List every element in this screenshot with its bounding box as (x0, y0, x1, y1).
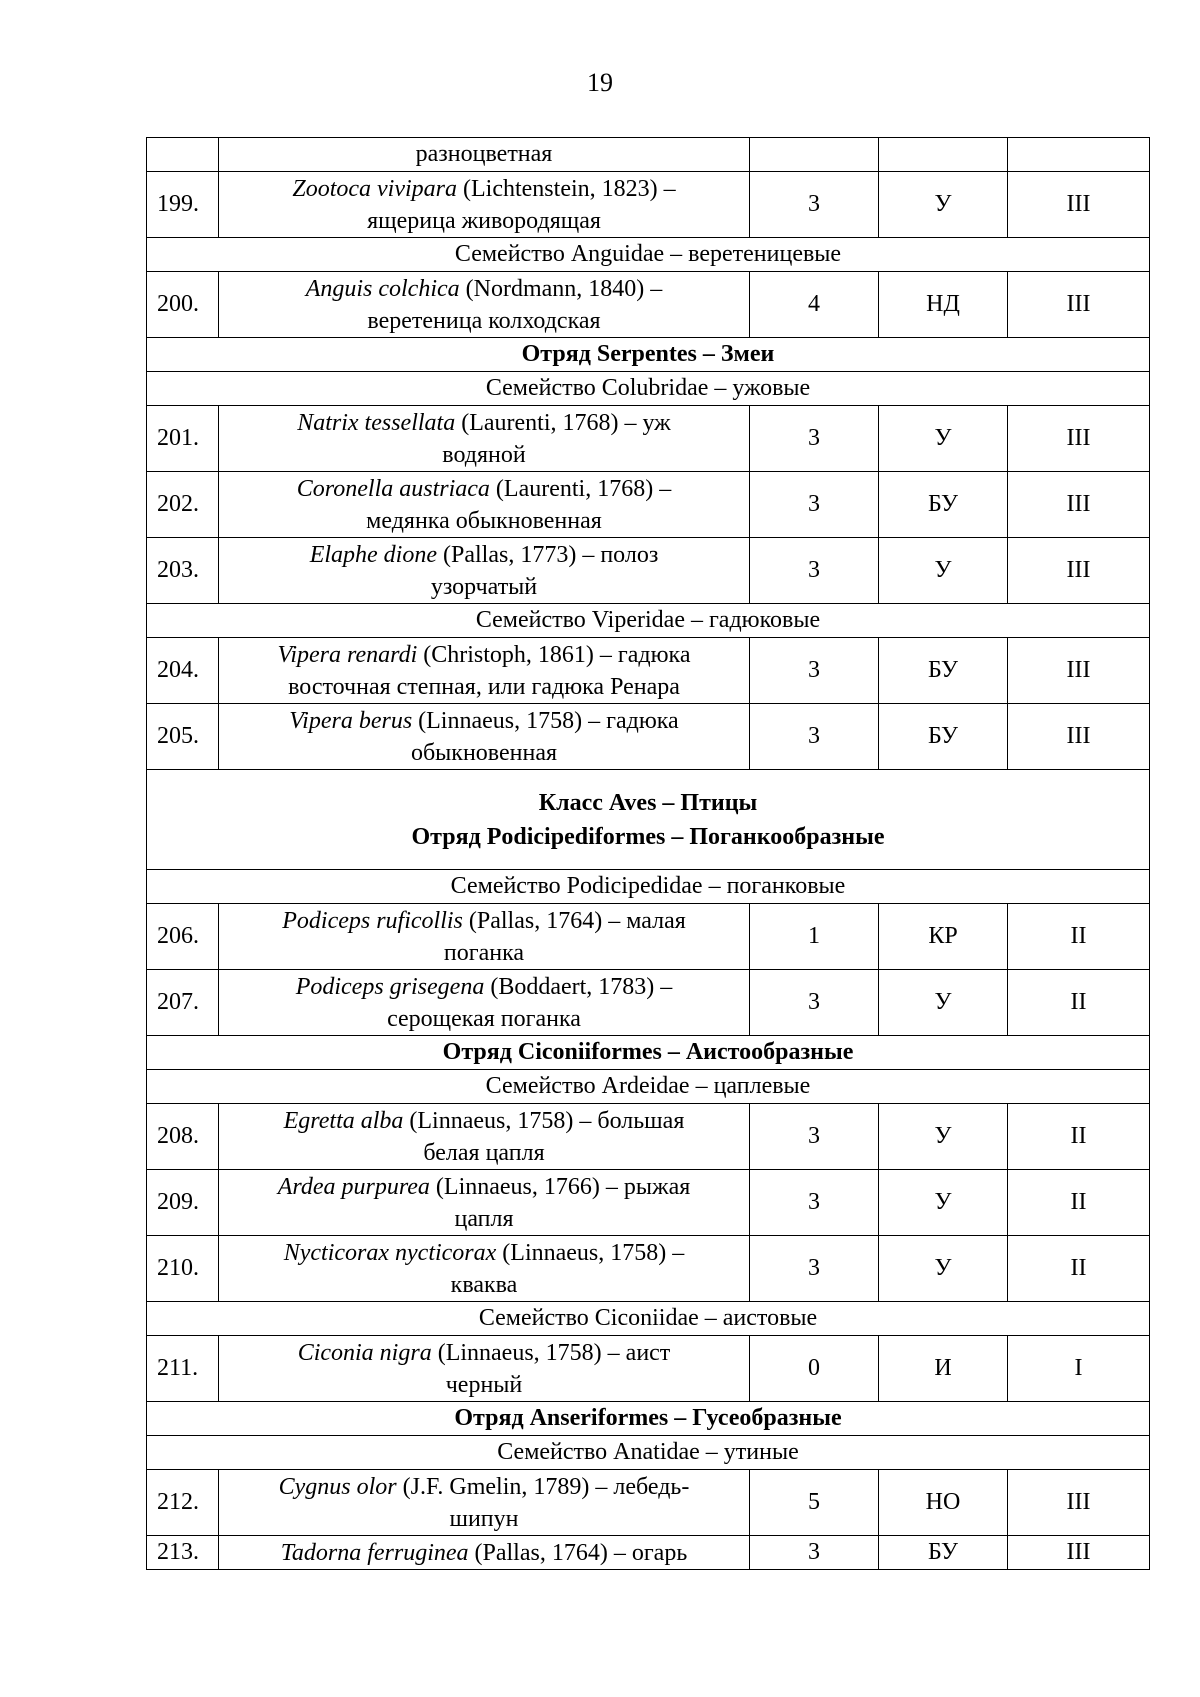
class-heading (147, 770, 1150, 870)
priority-cell: III (1008, 704, 1150, 770)
priority-cell: II (1008, 970, 1150, 1036)
status-cell: НД (879, 272, 1008, 338)
family-row (147, 1302, 1150, 1336)
number-cell: 205. (147, 704, 219, 770)
order-heading: Отряд Anseriformes – Гусеобразные (147, 1402, 1150, 1436)
category-cell: 0 (750, 1336, 879, 1402)
latin-name: Tadorna ferruginea (280, 1539, 469, 1566)
status-cell: И (879, 1336, 1008, 1402)
number-cell: 203. (147, 538, 219, 604)
number-cell: 213. (147, 1536, 219, 1570)
latin-name: Cygnus olor (278, 1473, 397, 1500)
species-name-cell (219, 704, 750, 770)
number-cell (147, 138, 219, 172)
author-text: (Pallas, 1773) – полоз (437, 541, 659, 568)
common-name: поганка (443, 939, 525, 966)
table-row (147, 638, 1150, 704)
order-title: Отряд Podicipediformes – Поганкообразные (411, 823, 885, 850)
family-row (147, 238, 1150, 272)
author-text: (Nordmann, 1840) – (459, 275, 663, 302)
family-row (147, 1436, 1150, 1470)
number-cell: 200. (147, 272, 219, 338)
category-cell: 4 (750, 272, 879, 338)
table-row (147, 970, 1150, 1036)
table-row (147, 1470, 1150, 1536)
latin-name: Elaphe dione (309, 541, 437, 568)
status-cell: У (879, 1170, 1008, 1236)
species-name-cell (219, 1170, 750, 1236)
species-name-cell (219, 1336, 750, 1402)
species-name-cell (219, 1536, 750, 1570)
family-heading: Семейство Ciconiidae – аистовые (147, 1302, 1150, 1336)
family-heading: Семейство Anguidae – веретеницевые (147, 238, 1150, 272)
common-name: серощекая поганка (387, 1005, 581, 1032)
status-cell: У (879, 1104, 1008, 1170)
class-row (147, 770, 1150, 870)
author-text: (Lichtenstein, 1823) – (457, 175, 676, 202)
priority-cell: III (1008, 1536, 1150, 1570)
number-cell: 210. (147, 1236, 219, 1302)
category-cell: 3 (750, 970, 879, 1036)
common-name: цапля (454, 1205, 514, 1232)
common-name: ящерица живородящая (367, 207, 601, 234)
category-cell: 3 (750, 538, 879, 604)
family-row (147, 1070, 1150, 1104)
category-cell: 3 (750, 1536, 879, 1570)
table-row (147, 904, 1150, 970)
priority-cell: III (1008, 472, 1150, 538)
species-name-cell (219, 272, 750, 338)
species-name-cell: разноцветная (219, 138, 750, 172)
category-cell: 3 (750, 472, 879, 538)
priority-cell: III (1008, 406, 1150, 472)
latin-name: Nycticorax nycticorax (283, 1239, 497, 1266)
author-text: (Laurenti, 1768) – уж (455, 409, 671, 436)
common-name: восточная степная, или гадюка Ренара (288, 673, 680, 700)
status-cell: НО (879, 1470, 1008, 1536)
species-name-cell (219, 172, 750, 238)
category-cell: 3 (750, 406, 879, 472)
priority-cell: II (1008, 904, 1150, 970)
family-row (147, 372, 1150, 406)
status-cell: БУ (879, 704, 1008, 770)
author-text: (Linnaeus, 1766) – рыжая (429, 1173, 691, 1200)
number-cell: 209. (147, 1170, 219, 1236)
order-row (147, 1036, 1150, 1070)
status-cell: У (879, 1236, 1008, 1302)
latin-name: Natrix tessellata (297, 409, 456, 436)
latin-name: Egretta alba (283, 1107, 404, 1134)
category-cell: 3 (750, 172, 879, 238)
common-name: белая цапля (423, 1139, 545, 1166)
order-row (147, 1402, 1150, 1436)
latin-name: Anguis colchica (305, 275, 460, 302)
category-cell: 3 (750, 1104, 879, 1170)
latin-name: Podiceps grisegena (295, 973, 485, 1000)
common-name: водяной (442, 441, 526, 468)
priority-cell: II (1008, 1104, 1150, 1170)
number-cell: 201. (147, 406, 219, 472)
common-name: узорчатый (430, 573, 538, 600)
table-row (147, 1536, 1150, 1570)
number-cell: 207. (147, 970, 219, 1036)
common-name: медянка обыкновенная (366, 507, 602, 534)
author-text: (Pallas, 1764) – малая (462, 907, 686, 934)
number-cell: 211. (147, 1336, 219, 1402)
family-heading: Семейство Podicipedidae – поганковые (147, 870, 1150, 904)
latin-name: Ciconia nigra (297, 1339, 432, 1366)
common-name: обыкновенная (410, 739, 558, 766)
status-cell: У (879, 172, 1008, 238)
common-name: черный (445, 1371, 523, 1398)
status-cell: БУ (879, 1536, 1008, 1570)
status-cell: БУ (879, 638, 1008, 704)
author-text: (Pallas, 1764) – огарь (468, 1539, 688, 1566)
order-row (147, 338, 1150, 372)
family-row (147, 870, 1150, 904)
priority-cell (1008, 138, 1150, 172)
priority-cell: III (1008, 1470, 1150, 1536)
category-cell: 3 (750, 1236, 879, 1302)
species-table (146, 137, 1150, 1570)
table-row (147, 406, 1150, 472)
latin-name: Podiceps ruficollis (282, 907, 463, 934)
status-cell: БУ (879, 472, 1008, 538)
category-cell: 3 (750, 1170, 879, 1236)
common-name: шипун (449, 1505, 519, 1532)
common-name: веретеница колходская (367, 307, 601, 334)
priority-cell: III (1008, 638, 1150, 704)
author-text: (Laurenti, 1768) – (489, 475, 672, 502)
species-name-cell (219, 472, 750, 538)
family-heading: Семейство Ardeidae – цаплевые (147, 1070, 1150, 1104)
priority-cell: II (1008, 1236, 1150, 1302)
order-heading: Отряд Ciconiiformes – Аистообразные (147, 1036, 1150, 1070)
order-heading: Отряд Serpentes – Змеи (147, 338, 1150, 372)
priority-cell: III (1008, 538, 1150, 604)
status-cell: КР (879, 904, 1008, 970)
latin-name: Coronella austriaca (296, 475, 490, 502)
table-row (147, 538, 1150, 604)
author-text: (Christoph, 1861) – гадюка (417, 641, 691, 668)
author-text: (Boddaert, 1783) – (484, 973, 673, 1000)
species-name-cell (219, 970, 750, 1036)
author-text: (Linnaeus, 1758) – аист (431, 1339, 671, 1366)
status-cell: У (879, 538, 1008, 604)
number-cell: 208. (147, 1104, 219, 1170)
number-cell: 206. (147, 904, 219, 970)
status-cell: У (879, 406, 1008, 472)
family-heading: Семейство Colubridae – ужовые (147, 372, 1150, 406)
species-name-cell (219, 1104, 750, 1170)
category-cell: 3 (750, 704, 879, 770)
family-row (147, 604, 1150, 638)
species-name-cell (219, 1236, 750, 1302)
author-text: (Linnaeus, 1758) – (496, 1239, 685, 1266)
priority-cell: III (1008, 172, 1150, 238)
table-row (147, 1236, 1150, 1302)
latin-name: Zootoca vivipara (292, 175, 458, 202)
category-cell: 1 (750, 904, 879, 970)
class-title: Класс Aves – Птицы (538, 789, 758, 816)
species-name-cell (219, 1470, 750, 1536)
species-name-cell (219, 406, 750, 472)
species-name-cell (219, 538, 750, 604)
table-row (147, 472, 1150, 538)
author-text: (J.F. Gmelin, 1789) – лебедь- (396, 1473, 690, 1500)
number-cell: 204. (147, 638, 219, 704)
table-row (147, 172, 1150, 238)
species-name-cell (219, 638, 750, 704)
latin-name: Vipera berus (289, 707, 413, 734)
family-heading: Семейство Anatidae – утиные (147, 1436, 1150, 1470)
priority-cell: II (1008, 1170, 1150, 1236)
page-number: 19 (587, 68, 613, 97)
category-cell (750, 138, 879, 172)
species-name-cell (219, 904, 750, 970)
number-cell: 202. (147, 472, 219, 538)
latin-name: Ardea purpurea (277, 1173, 430, 1200)
status-cell (879, 138, 1008, 172)
table-row (147, 704, 1150, 770)
category-cell: 5 (750, 1470, 879, 1536)
latin-name: Vipera renardi (277, 641, 418, 668)
author-text: (Linnaeus, 1758) – гадюка (412, 707, 679, 734)
table-row (147, 138, 1150, 172)
author-text: (Linnaeus, 1758) – большая (403, 1107, 685, 1134)
category-cell: 3 (750, 638, 879, 704)
family-heading: Семейство Viperidae – гадюковые (147, 604, 1150, 638)
common-name: кваква (450, 1271, 518, 1298)
status-cell: У (879, 970, 1008, 1036)
table-row (147, 1336, 1150, 1402)
table-row (147, 272, 1150, 338)
table-row (147, 1104, 1150, 1170)
priority-cell: III (1008, 272, 1150, 338)
priority-cell: I (1008, 1336, 1150, 1402)
number-cell: 212. (147, 1470, 219, 1536)
table-row (147, 1170, 1150, 1236)
number-cell: 199. (147, 172, 219, 238)
